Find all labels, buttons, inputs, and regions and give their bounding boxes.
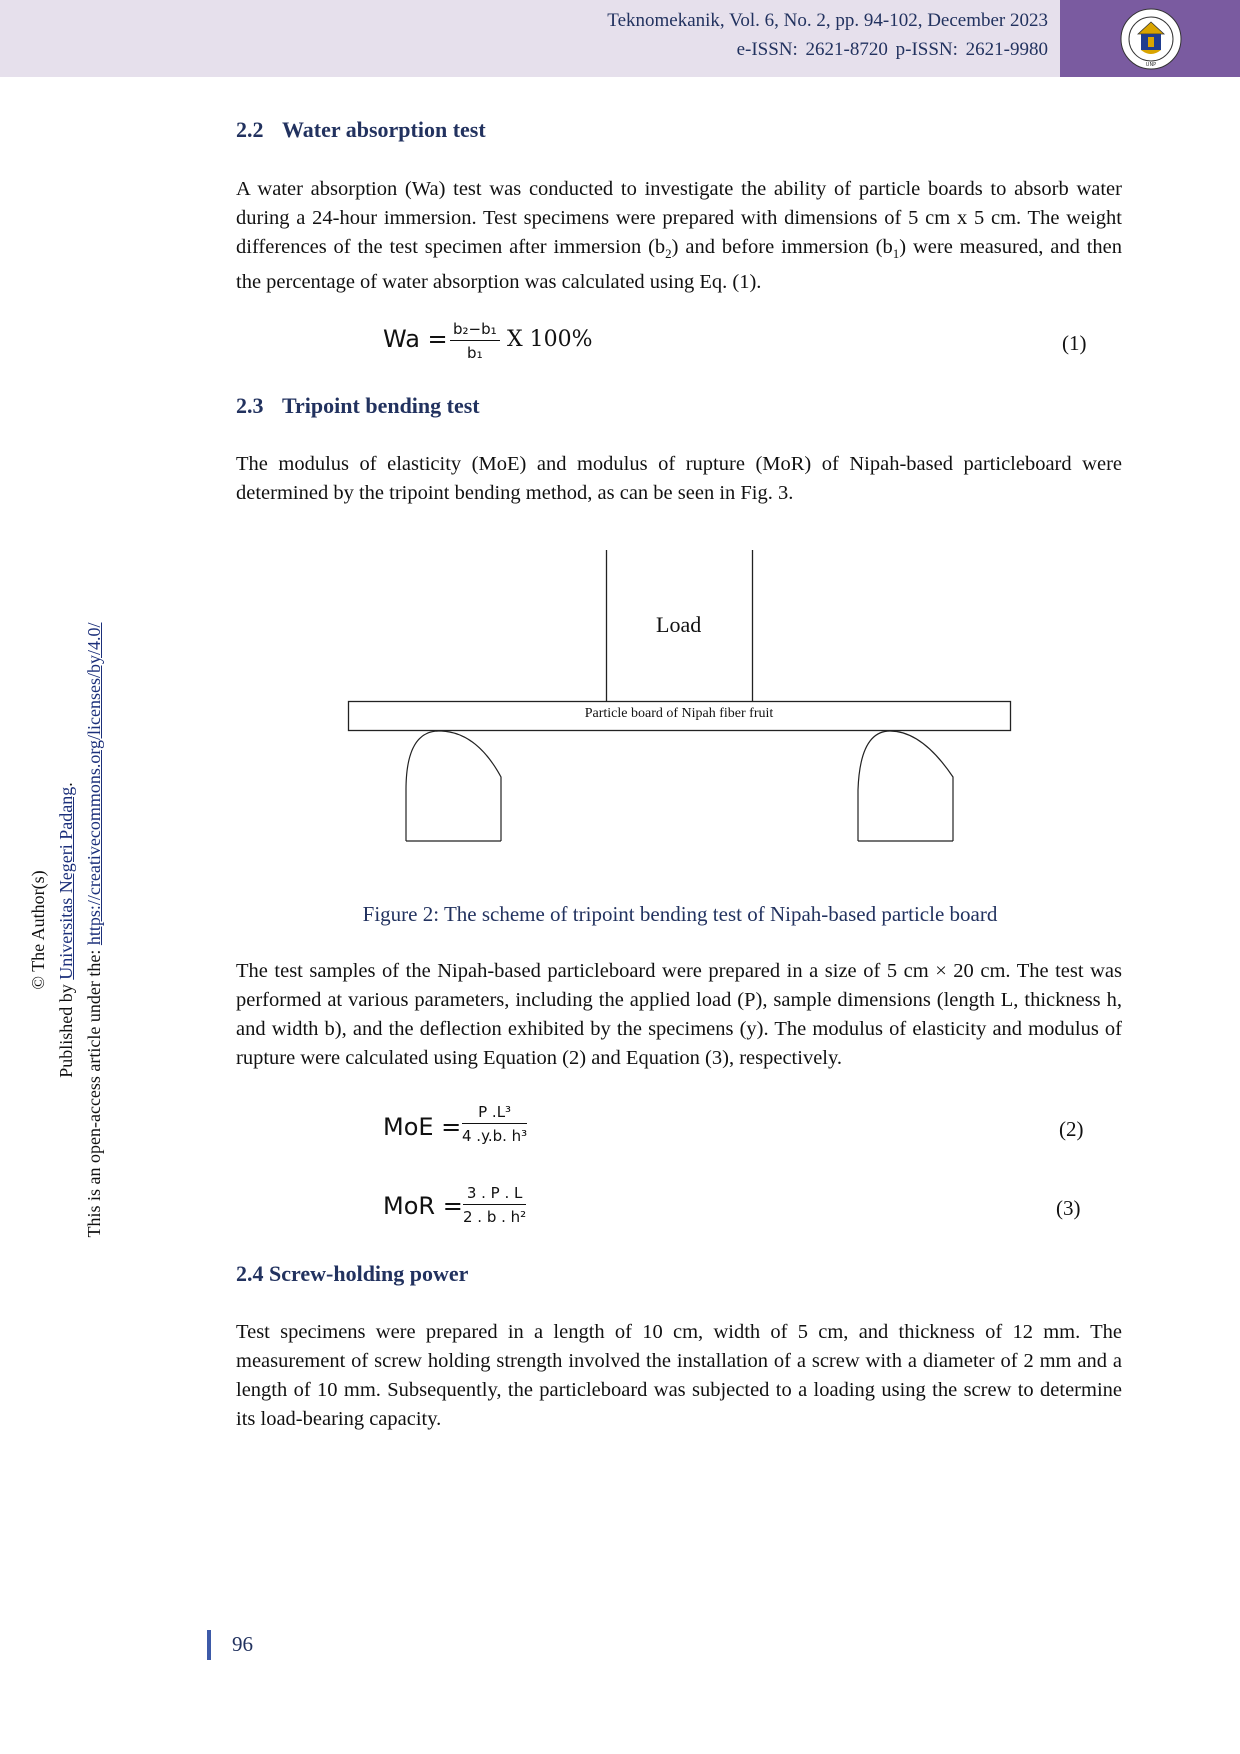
figure-caption: Figure 2: The scheme of tripoint bending test of Nipah-based particle board — [362, 902, 998, 926]
eq1-lhs: Wa = — [383, 325, 448, 353]
publisher-line: Published by Universitas Negeri Padang. — [56, 782, 76, 1078]
tripoint-bending-diagram — [330, 545, 1020, 865]
eq3-numerator: 3 . P . L — [463, 1184, 526, 1205]
load-label: Load — [656, 612, 702, 637]
copyright-line: © The Author(s) — [28, 870, 48, 990]
eq1-numerator: b₂−b₁ — [450, 320, 500, 341]
logo-bottom-text: UNP — [1145, 62, 1157, 68]
bending-method-paragraph: The test samples of the Nipah-based particleboard were prepared in a size of 5 cm × 20 cm. The test was performed at various parameters, including the applied load (P), sample dimensions (length L, thickness h, and width b), and the deflection exhibited by the specimens (y). The modulus of elasticity and modulus of rupture were calculated using Equation (2) and Equation (3), respectively. — [236, 960, 1122, 1069]
eq1-fraction — [450, 320, 500, 362]
journal-issn: e-ISSN: 2621-8720 p-ISSN: 2621-9980 — [736, 39, 1048, 60]
board-label: Particle board of Nipah fiber fruit — [584, 706, 774, 721]
eq2-lhs: MoE = — [383, 1113, 462, 1141]
journal-citation: Teknomekanik, Vol. 6, No. 2, pp. 94-102, December 2023 — [607, 10, 1048, 31]
support-left — [406, 731, 501, 841]
eq2-numerator: P .L³ — [462, 1103, 527, 1124]
water-absorption-paragraph: A water absorption (Wa) test was conducted to investigate the ability of particle boards to absorb water during a 24-hour immersion. Test specimens were prepared with dimensions of 5 cm x 5 cm. The weight differences of the test specimen after immersion $(b_2)$ and before immersion $(b_1)$ were measured, and then the percentage of water absorption was calculated using Eq. (1). — [236, 178, 1122, 294]
eq1-denominator: b₁ — [467, 344, 483, 362]
support-right — [858, 731, 953, 841]
bending-intro-paragraph: The modulus of elasticity (MoE) and modulus of rupture (MoR) of Nipah-based particleboard were determined by the tripoint bending method, as can be seen in Fig. 3. — [236, 453, 1122, 504]
eq1-number: (1) — [1062, 331, 1087, 355]
university-seal-icon — [1120, 8, 1182, 70]
eq2-number: (2) — [1059, 1117, 1084, 1141]
section-heading-tripoint-bending: 2.3 Tripoint bending test — [236, 393, 480, 418]
eq1-tail: X 100% — [507, 327, 593, 352]
section-heading-water-absorption: 2.2 Water absorption test — [236, 117, 486, 142]
screw-holding-paragraph: Test specimens were prepared in a length of 10 cm, width of 5 cm, and thickness of 12 mm. The measurement of screw holding strength involved the installation of a screw with a diameter of 2 mm and a length of 10 mm. Subsequently, the particleboard was subjected to a loading using the screw to determine its load-bearing capacity. — [236, 1321, 1122, 1430]
section-heading-screw-holding: 2.4 Screw-holding power — [236, 1261, 469, 1286]
eq2-fraction — [462, 1103, 527, 1145]
publisher-link[interactable]: Universitas Negeri Padang — [56, 786, 76, 980]
eq3-denominator: 2 . b . h² — [463, 1208, 527, 1226]
eq3-lhs: MoR = — [383, 1192, 463, 1220]
eq3-number: (3) — [1056, 1196, 1081, 1220]
eq2-denominator: 4 .y.b. h³ — [462, 1127, 528, 1145]
license-side-notice — [28, 560, 138, 1300]
license-link[interactable]: https://creativecommons.org/licenses/by/4.0/ — [84, 622, 104, 946]
license-line: This is an open-access article under the: https://creativecommons.org/licenses/by/4.0/ — [84, 622, 104, 1238]
page-number: 96 — [232, 1632, 253, 1656]
eq3-fraction — [463, 1184, 526, 1226]
footer-accent-bar — [207, 1630, 211, 1660]
